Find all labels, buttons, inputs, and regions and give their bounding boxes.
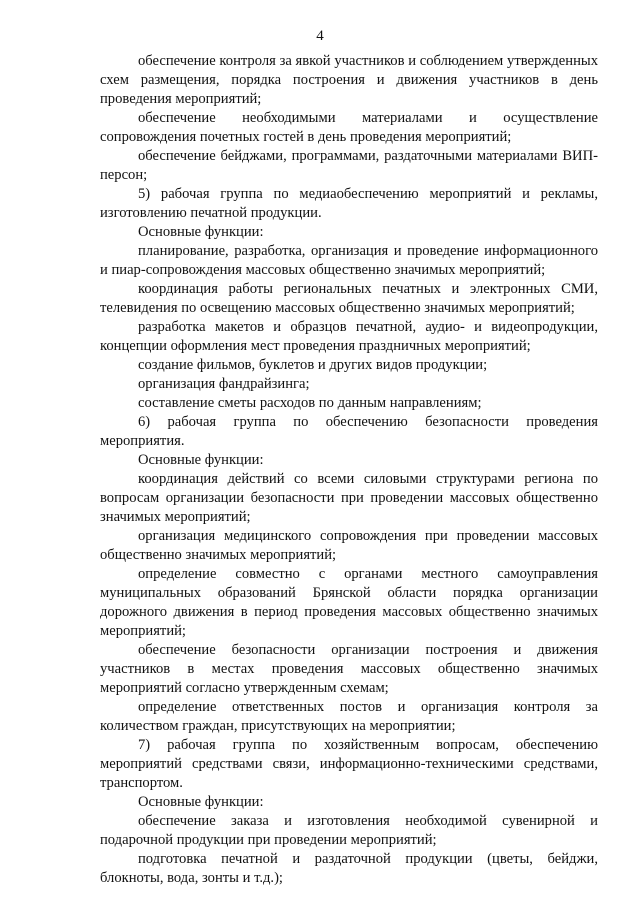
paragraph: координация действий со всеми силовыми структурами региона по вопросам организации безопасности при проведении массовых общественно значимых мероприятий; xyxy=(100,471,598,525)
paragraph: обеспечение заказа и изготовления необходимой сувенирной и подарочной продукции при проведении мероприятий; xyxy=(100,813,598,848)
document-body xyxy=(100,52,598,888)
numbered-item: 7) рабочая группа по хозяйственным вопросам, обеспечению мероприятий средствами связи, информационно-техническими средствами, транспортом. xyxy=(100,737,598,791)
paragraph: создание фильмов, буклетов и других видов продукции; xyxy=(138,357,488,373)
page-number: 4 xyxy=(316,28,324,44)
paragraph: разработка макетов и образцов печатной, аудио- и видеопродукции, концепции оформления мест проведения праздничных мероприятий; xyxy=(100,319,598,354)
paragraph: обеспечение бейджами, программами, раздаточными материалами ВИП-персон; xyxy=(100,148,598,183)
paragraph: определение ответственных постов и организация контроля за количеством граждан, присутствующих на мероприятии; xyxy=(100,699,598,734)
paragraph: обеспечение необходимыми материалами и осуществление сопровождения почетных гостей в день проведения мероприятий; xyxy=(100,110,598,145)
section-heading: Основные функции: xyxy=(138,452,264,468)
paragraph: определение совместно с органами местного самоуправления муниципальных образований Брянской области порядка организации дорожного движения в период проведения массовых общественно значимых мероприятий; xyxy=(100,566,598,639)
paragraph: обеспечение контроля за явкой участников и соблюдением утвержденных схем размещения, порядка построения и движения участников в день проведения мероприятий; xyxy=(100,53,598,107)
section-heading: Основные функции: xyxy=(138,794,264,810)
paragraph: планирование, разработка, организация и проведение информационного и пиар-сопровождения массовых общественно значимых мероприятий; xyxy=(100,243,598,278)
paragraph: координация работы региональных печатных и электронных СМИ, телевидения по освещению массовых общественно значимых мероприятий; xyxy=(100,281,598,316)
numbered-item: 6) рабочая группа по обеспечению безопасности проведения мероприятия. xyxy=(100,414,598,449)
paragraph: подготовка печатной и раздаточной продукции (цветы, бейджи, блокноты, вода, зонты и т.д.); xyxy=(100,851,598,886)
paragraph: составление сметы расходов по данным направлениям; xyxy=(138,395,482,411)
numbered-item: 5) рабочая группа по медиаобеспечению мероприятий и рекламы, изготовлению печатной продукции. xyxy=(100,186,598,221)
section-heading: Основные функции: xyxy=(138,224,264,240)
paragraph: организация медицинского сопровождения при проведении массовых общественно значимых мероприятий; xyxy=(100,528,598,563)
paragraph: организация фандрайзинга; xyxy=(138,376,310,392)
paragraph: обеспечение безопасности организации построения и движения участников в местах проведения массовых общественно значимых мероприятий согласно утвержденным схемам; xyxy=(100,642,598,696)
